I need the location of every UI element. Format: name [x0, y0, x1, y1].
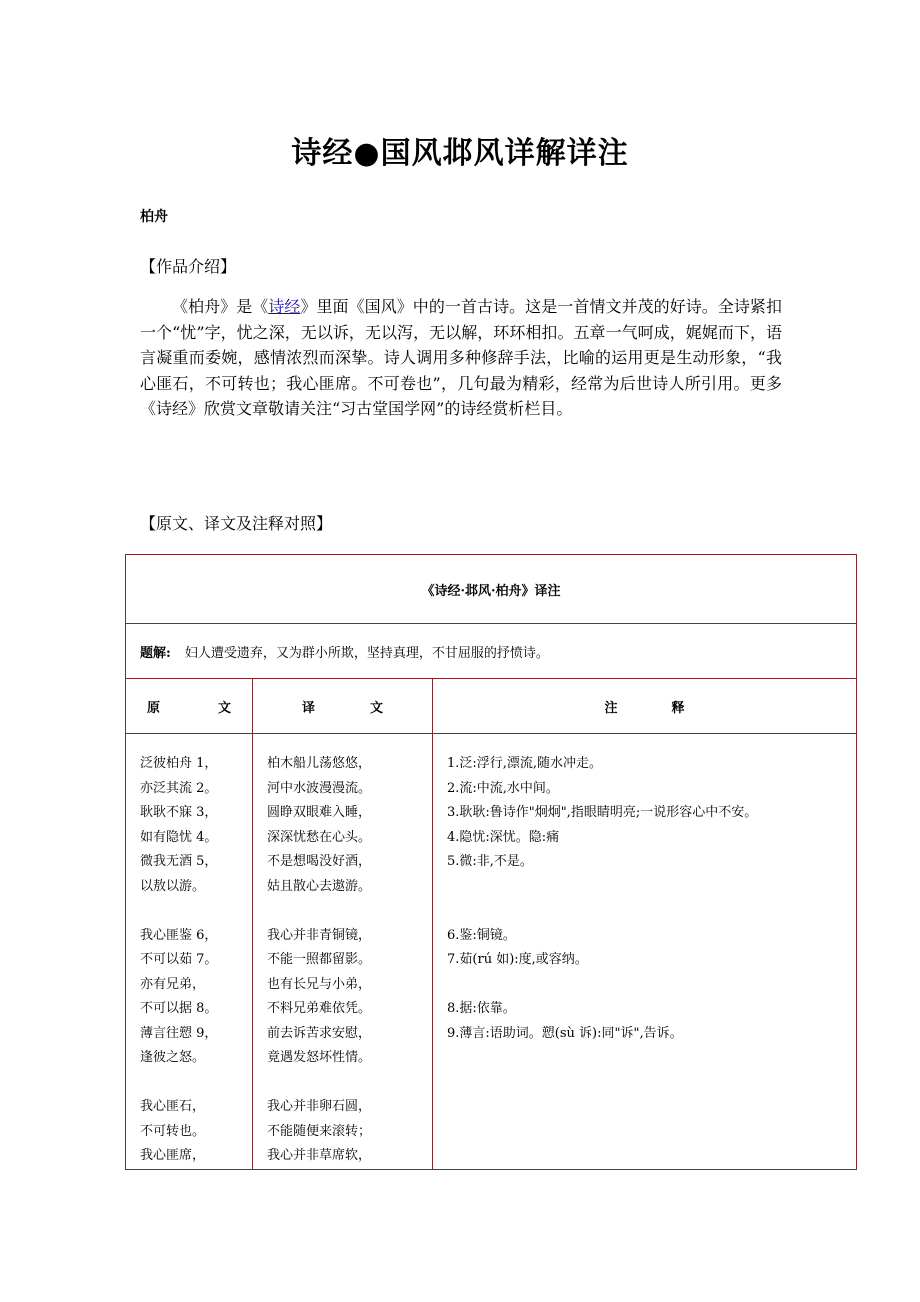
original-line: 亦有兄弟，: [140, 976, 206, 992]
translation-line: 也有长兄与小弟，: [267, 976, 372, 992]
table-title: 《诗经·邶风·柏舟》译注: [126, 555, 857, 624]
original-line: 泛彼柏舟 1，: [140, 756, 218, 771]
translation-line: 不料兄弟难依凭。: [267, 1001, 372, 1016]
header-notes: [433, 679, 857, 734]
translation-line: 河中水波漫漫流。: [267, 780, 372, 796]
intro-paragraph: [140, 294, 782, 422]
original-line: 耿耿不寐 3，: [140, 805, 218, 820]
summary-text: 妇人遭受遗弃，又为群小所欺，坚持真理，不甘屈服的抒愤诗。: [184, 645, 549, 661]
header-notes-char-2: 释: [671, 700, 685, 716]
compare-heading: 【原文、译文及注释对照】: [140, 514, 333, 533]
original-line: 我心匪石，: [140, 1099, 206, 1114]
translation-line: [267, 899, 432, 924]
translation-line: 前去诉苦求安慰，: [267, 1025, 372, 1041]
header-translation-char-2: 文: [369, 700, 383, 716]
note-line: 1.泛:浮行,漂流,随水冲走。: [447, 756, 603, 771]
note-line: [447, 1071, 856, 1096]
note-line: 5.微:非,不是。: [447, 854, 533, 869]
translation-column: [253, 734, 433, 1170]
note-line: [447, 1046, 856, 1071]
original-line: 我心匪鉴 6，: [140, 927, 218, 943]
original-line: 不可以据 8。: [140, 1001, 218, 1016]
original-line: 微我无酒 5，: [140, 854, 218, 869]
shijing-link[interactable]: 诗经: [268, 297, 301, 316]
translation-line: 不能一照都留影。: [267, 952, 372, 967]
header-notes-char-1: 注: [604, 700, 618, 716]
note-line: 3.耿耿:鲁诗作"炯炯",指眼睛明亮;一说形容心中不安。: [447, 805, 758, 820]
note-line: [447, 875, 856, 900]
original-line: 以敖以游。: [140, 878, 206, 894]
intro-text-rest: 》里面《国风》中的一首古诗。这是一首情文并茂的好诗。全诗紧扣一个“忧”字，忧之深，无以诉，无以泻，无以解，环环相扣。五章一气呵成，娓娓而下，语言凝重而委婉，感情浓烈而深挚。诗人调用多种修辞手法，比喻的运用更是生动形象，“我心匪石，不可转也；我心匪席。不可卷也”，几句最为精彩，经常为后世诗人所引用。更多《诗经》欣赏文章敬请关注“习古堂国学网”的诗经赏析栏目。: [140, 297, 782, 418]
summary-label: 题解:: [140, 645, 171, 661]
original-line: 亦泛其流 2。: [140, 780, 218, 796]
translation-line: [267, 1071, 432, 1096]
translation-line: 不能随便来滚转；: [267, 1123, 372, 1139]
translation-line: 深深忧愁在心头。: [267, 829, 372, 845]
note-line: [447, 1120, 856, 1145]
original-line: [140, 899, 252, 924]
notes-column: [433, 734, 857, 1170]
note-line: [447, 1095, 856, 1120]
original-line: 如有隐忧 4。: [140, 829, 218, 845]
note-line: [447, 973, 856, 998]
note-line: [447, 1144, 856, 1169]
intro-heading: 【作品介绍】: [140, 257, 237, 276]
note-line: [447, 899, 856, 924]
annotation-table: [125, 554, 857, 1170]
note-line: 8.据:依靠。: [447, 1001, 516, 1016]
translation-line: 我心并非草席软，: [267, 1148, 372, 1163]
table-summary: [126, 624, 857, 679]
note-line: 7.茹(rú 如):度,或容纳。: [447, 952, 588, 967]
translation-line: 柏木船儿荡悠悠，: [267, 756, 372, 771]
note-line: 4.隐忧:深忧。隐:痛: [447, 829, 560, 845]
header-original-char-1: 原: [147, 700, 161, 716]
note-line: 2.流:中流,水中间。: [447, 780, 559, 796]
translation-line: 竟遇发怒坏性情。: [267, 1050, 372, 1065]
original-line: 不可转也。: [140, 1123, 206, 1139]
translation-line: 姑且散心去遨游。: [267, 878, 372, 894]
note-line: 6.鉴:铜镜。: [447, 927, 516, 943]
poem-subtitle: 柏舟: [140, 209, 168, 225]
note-line: 9.薄言:语助词。愬(sù 诉):同"诉",告诉。: [447, 1025, 683, 1041]
original-line: [140, 1071, 252, 1096]
header-original-char-2: 文: [217, 700, 231, 716]
translation-line: 圆睁双眼难入睡，: [267, 805, 372, 820]
document-title: 诗经●国风邶风详解详注: [291, 136, 629, 171]
original-line: 我心匪席，: [140, 1148, 206, 1163]
header-original: [126, 679, 253, 734]
translation-line: 我心并非卵石圆，: [267, 1099, 372, 1114]
translation-line: 我心并非青铜镜，: [267, 927, 372, 943]
original-line: 不可以茹 7。: [140, 952, 218, 967]
header-translation: [253, 679, 433, 734]
translation-line: 不是想喝没好酒，: [267, 854, 372, 869]
intro-text-start: 《柏舟》是《: [172, 297, 269, 316]
original-line: 逢彼之怒。: [140, 1050, 206, 1065]
original-line: 薄言往愬 9，: [140, 1025, 218, 1041]
original-text-column: [126, 734, 253, 1170]
header-translation-char-1: 译: [302, 700, 316, 716]
